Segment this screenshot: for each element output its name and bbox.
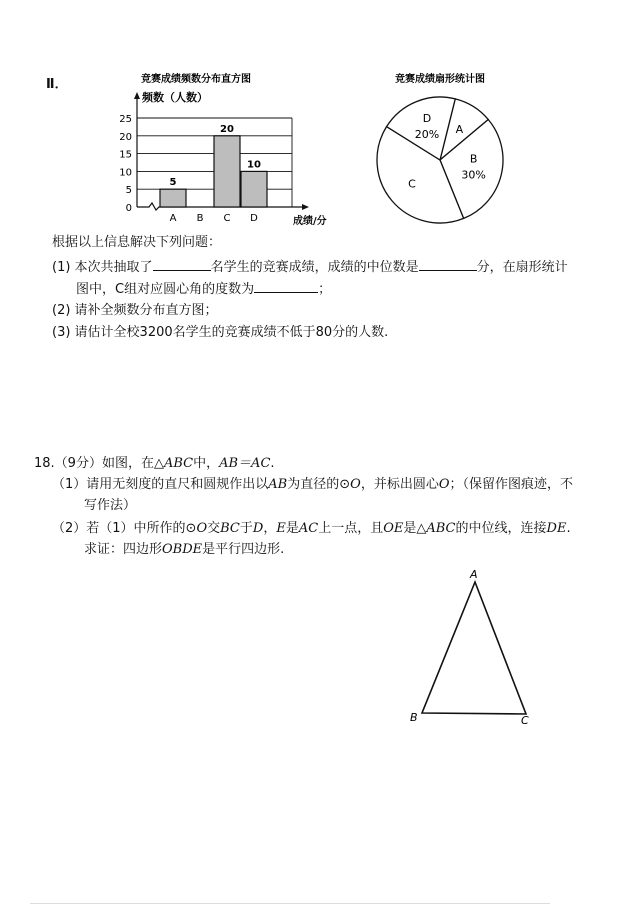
q1-text-d: 图中，C组对应圆心角的度数为 (76, 282, 255, 297)
pie-title: 竞赛成绩扇形统计图 (395, 74, 485, 85)
q1-text-b: 名学生的竞赛成绩，成绩的中位数是 (210, 260, 419, 275)
p18-q2-b: O (196, 521, 208, 536)
problem17-q3: (3) 请估计全校3200名学生的竞赛成绩不低于80分的人数. (52, 325, 389, 340)
p18-q2-p: DE (546, 521, 567, 536)
histogram-category-label-d: D (250, 213, 258, 224)
histogram-title: 竞赛成绩频数分布直方图 (141, 74, 251, 85)
problem17-q2: (2) 请补全频数分布直方图； (52, 303, 218, 318)
p18-q2-o: 的中位线，连接 (455, 521, 547, 536)
histogram-chart (100, 70, 360, 230)
q1-text-c: 分，在扇形统计 (476, 260, 568, 275)
histogram-ytick-label: 10 (119, 167, 132, 179)
pie-percent-d: 20% (414, 127, 440, 141)
p18-h-a: 18.（9分）如图，在△ (34, 456, 164, 471)
p18-q2-k: 上一点，且 (318, 521, 384, 536)
p18-q1-f: O (438, 477, 450, 492)
p18-q1-g: ；（保留作图痕迹，不 (449, 477, 574, 492)
p18-q2-n: ABC (426, 521, 456, 536)
pie-chart (368, 70, 528, 230)
p18-q2-a: （2）若（1）中所作的⊙ (52, 521, 197, 536)
p18-h-d: AB＝AC (219, 456, 271, 471)
answer-blank-angle[interactable] (254, 280, 318, 293)
triangle-abc (422, 582, 526, 714)
histogram-category-label-b: B (196, 213, 204, 224)
p18-q2-d: BC (220, 521, 240, 536)
p18-q2-i: 是 (285, 521, 299, 536)
q1-text-e: ； (318, 282, 332, 297)
problem18-header (34, 455, 275, 473)
p18-q2-g: ， (263, 521, 277, 536)
histogram-xlabel: 成绩/分 (293, 216, 327, 227)
p18-h-e: . (270, 456, 275, 471)
pie-label-b: B (469, 152, 478, 166)
vertex-label-b: B (410, 711, 418, 724)
histogram-bar-c (214, 136, 240, 207)
p18-q2-j: AC (298, 521, 319, 536)
answer-blank-count[interactable] (153, 258, 211, 271)
page-bottom-rule (30, 903, 550, 904)
problem18-q1-line1 (52, 476, 573, 494)
histogram-ytick-label: 20 (119, 131, 132, 143)
p18-q1-a: （1）请用无刻度的直尺和圆规作出以 (52, 477, 269, 492)
p18-q1-b: AB (268, 477, 288, 492)
p18-h-c: 中， (193, 456, 220, 471)
p18-q2-q: . (566, 521, 571, 536)
histogram-ytick-label: 5 (125, 185, 132, 197)
histogram-value-label-c: 20 (220, 123, 234, 135)
histogram-value-label-a: 5 (169, 177, 177, 189)
p18-q2-l2-c: 是平行四边形. (202, 542, 285, 557)
histogram-category-label-c: C (223, 213, 231, 224)
p18-q1-c: 为直径的⊙ (287, 477, 351, 492)
answer-blank-median[interactable] (419, 258, 477, 271)
p18-q1-e: ，并标出圆心 (360, 477, 439, 492)
p18-q2-l2-b: OBDE (162, 542, 203, 557)
y-axis-arrow-icon (134, 92, 140, 99)
x-axis-arrow-icon (302, 204, 309, 210)
histogram-ylabel: 频数（人数） (142, 91, 208, 104)
histogram-ytick-label: 15 (119, 149, 132, 161)
pie-label-a: A (455, 123, 464, 137)
pie-label-c: C (408, 177, 416, 191)
p18-q2-m: 是△ (403, 521, 427, 536)
p18-q2-h: E (276, 521, 286, 536)
section-mark: Ⅱ． (46, 77, 68, 92)
problem17-intro: 根据以上信息解决下列问题： (52, 235, 222, 250)
p18-q2-c: 交 (207, 521, 221, 536)
problem17-q1-line2 (76, 280, 331, 299)
histogram-ytick-label: 0 (125, 203, 132, 214)
p18-h-b: ABC (163, 456, 194, 471)
vertex-label-c: C (521, 714, 529, 727)
p18-q2-e: 于 (239, 521, 253, 536)
q1-text-a: (1) 本次共抽取了 (52, 260, 153, 275)
histogram-value-label-d: 10 (247, 159, 261, 171)
pie-percent-b: 30% (461, 168, 486, 182)
histogram-category-label-a: A (169, 213, 177, 224)
problem18-q2-line1 (52, 520, 571, 538)
problem18-q1-line2: 写作法） (84, 498, 137, 513)
histogram-bar-a (160, 189, 186, 207)
histogram-ytick-label: 25 (119, 114, 132, 125)
pie-label-d: D (422, 111, 432, 125)
p18-q2-l: OE (383, 521, 404, 536)
problem17-q1-line1 (52, 258, 568, 277)
vertex-label-a: A (470, 568, 478, 581)
p18-q2-f: D (252, 521, 264, 536)
p18-q2-l2-a: 求证：四边形 (84, 542, 163, 557)
triangle-figure (400, 562, 540, 732)
problem18-q2-line2 (84, 541, 284, 559)
p18-q1-d: O (350, 477, 361, 492)
histogram-bar-d (241, 171, 267, 207)
